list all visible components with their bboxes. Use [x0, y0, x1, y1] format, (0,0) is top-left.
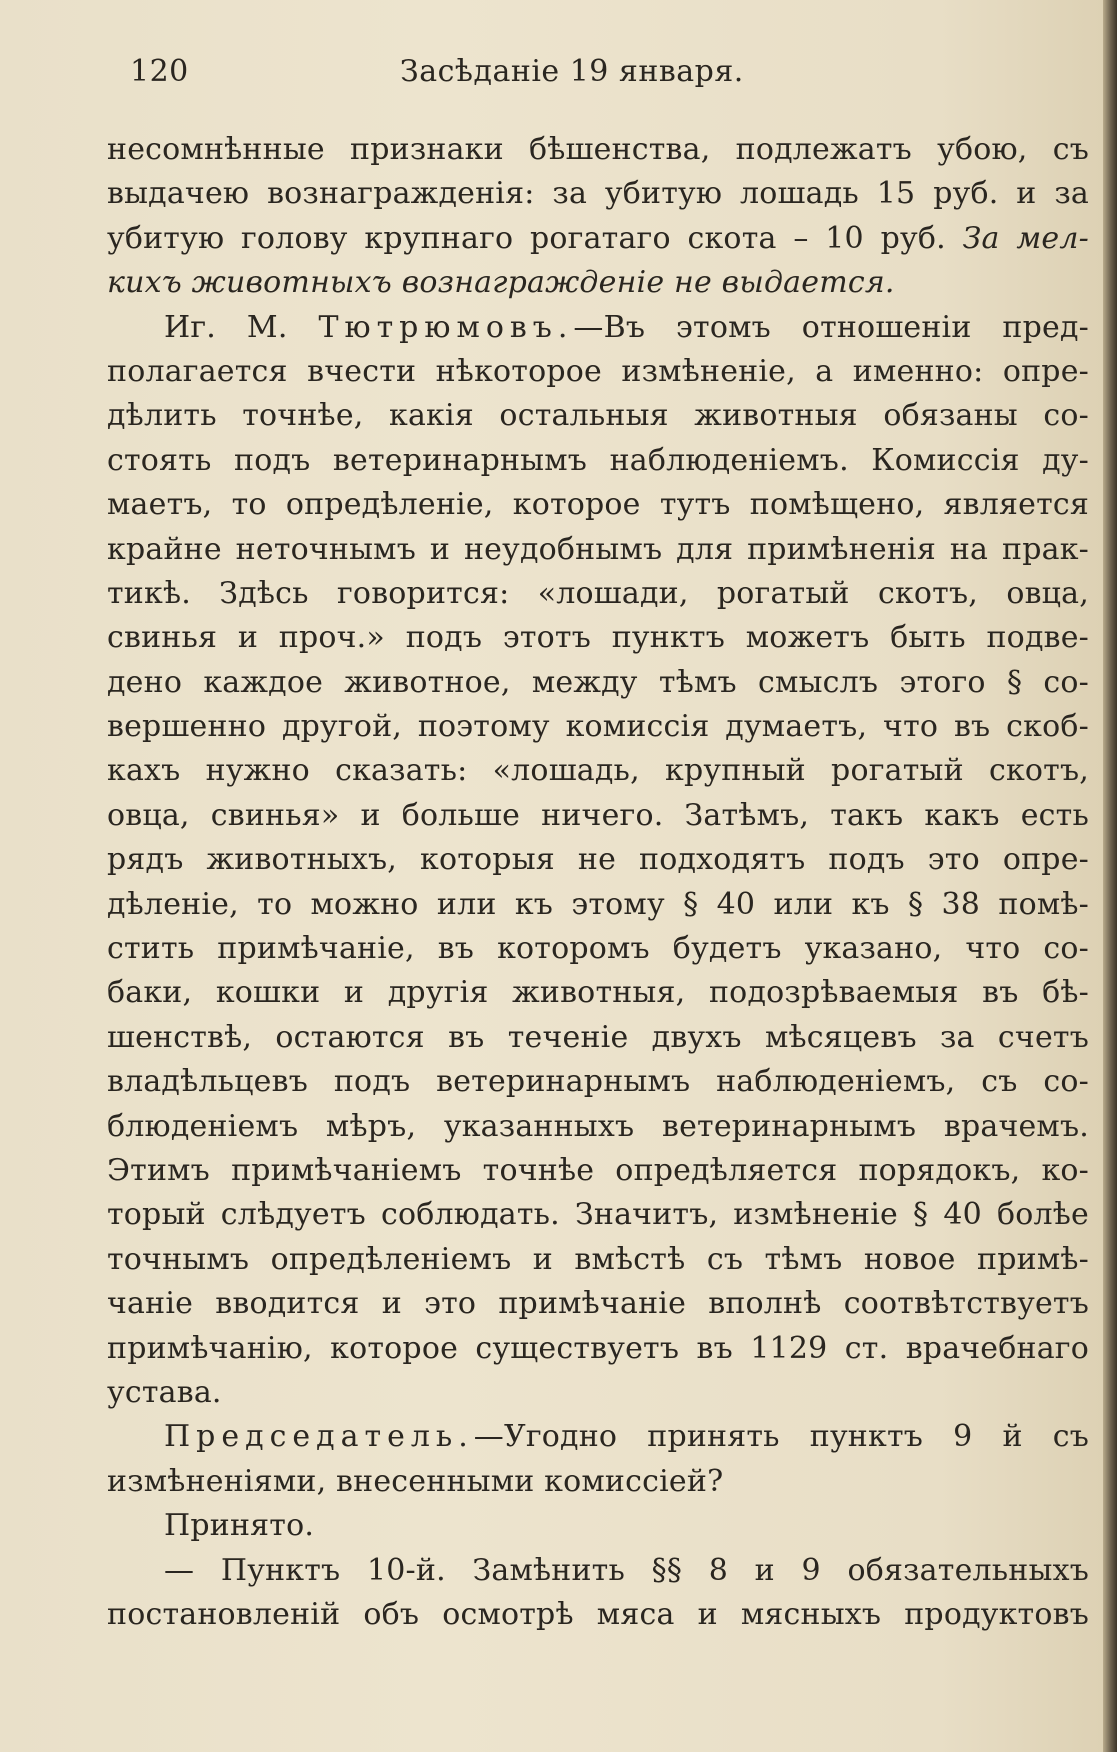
speaker-name: Тютрюмовъ. — [318, 309, 574, 345]
speaker-initials: Иг. М. — [164, 309, 288, 345]
text-line: дено каждое животное, между тѣмъ смыслъ этого § со- — [107, 664, 1089, 700]
page-number: 120 — [130, 54, 189, 89]
text-line: тикѣ. Здѣсь говорится: «лошади, рогатый скотъ, овца, — [107, 575, 1089, 611]
text-line: полагается вчести нѣкоторое измѣненіе, а именно: опре- — [107, 353, 1089, 389]
page-edge-shadow — [1103, 0, 1117, 1752]
text-line: свинья и проч.» подъ этотъ пунктъ можетъ быть подве- — [107, 620, 1089, 656]
text-line: дѣлить точнѣе, какія остальныя животныя обязаны со- — [107, 398, 1089, 434]
text-line: несомнѣнные признаки бѣшенства, подлежатъ убою, съ — [107, 132, 1089, 167]
running-head — [130, 54, 744, 98]
text-line — [107, 217, 1089, 261]
text-line: чаніе вводится и это примѣчаніе вполнѣ соотвѣтствуетъ — [107, 1286, 1089, 1322]
text-line: овца, свинья» и больше ничего. Затѣмъ, такъ какъ есть — [107, 797, 1089, 833]
body-text — [107, 128, 1089, 1637]
text-line: блюденіемъ мѣръ, указанныхъ ветеринарнымъ врачемъ. — [107, 1108, 1089, 1144]
text-line: кихъ животныхъ вознагражденіе не выдается. — [107, 265, 895, 301]
text-line: Этимъ примѣчаніемъ точнѣе опредѣляется порядокъ, ко- — [107, 1152, 1089, 1188]
text-line: торый слѣдуетъ соблюдать. Значитъ, измѣненіе § 40 болѣе — [107, 1197, 1089, 1233]
speech-text: —Угодно принять пунктъ 9 й съ — [473, 1419, 1089, 1455]
text-line: шенствѣ, остаются въ теченіе двухъ мѣсяцевъ за счетъ — [107, 1019, 1089, 1055]
text-line: баки, кошки и другія животныя, подозрѣваемыя въ бѣ- — [107, 975, 1089, 1011]
text-line: измѣненіями, внесенными комиссіей? — [107, 1463, 724, 1499]
text-line: дѣленіе, то можно или къ этому § 40 или къ § 38 помѣ- — [107, 886, 1089, 922]
text-line: выдачею вознагражденія: за убитую лошадь 15 руб. и за — [107, 176, 1089, 212]
text-line: точнымъ опредѣленіемъ и вмѣстѣ съ тѣмъ новое примѣ- — [107, 1241, 1089, 1277]
speaker-name: Председатель. — [164, 1419, 474, 1455]
text-line: стить примѣчаніе, въ которомъ будетъ указано, что со- — [107, 931, 1089, 967]
speaker-line — [107, 306, 1089, 350]
italic-fragment: За мел- — [962, 220, 1089, 256]
text-fragment: убитую голову крупнаго рогатаго скота – 10 руб. — [107, 220, 946, 256]
resolution-line: Принято. — [164, 1508, 315, 1544]
speech-text: —Въ этомъ отношеніи пред- — [573, 309, 1089, 345]
text-line: маетъ, то опредѣленіе, которое тутъ помѣщено, является — [107, 487, 1089, 523]
text-line: кахъ нужно сказать: «лошадь, крупный рогатый скотъ, — [107, 753, 1089, 789]
text-line: владѣльцевъ подъ ветеринарнымъ наблюденіемъ, съ со- — [107, 1064, 1089, 1100]
text-line: примѣчанію, которое существуетъ въ 1129 ст. врачебнаго — [107, 1330, 1089, 1366]
text-line: постановленій объ осмотрѣ мяса и мясныхъ продуктовъ — [107, 1596, 1089, 1632]
running-title: Засѣданіе 19 января. — [400, 54, 744, 89]
text-line: вершенно другой, поэтому комиссія думаетъ, что въ скоб- — [107, 709, 1089, 745]
text-line: устава. — [107, 1374, 222, 1410]
text-line: стоять подъ ветеринарнымъ наблюденіемъ. Комиссія ду- — [107, 442, 1089, 478]
text-line: рядъ животныхъ, которыя не подходятъ подъ это опре- — [107, 842, 1089, 878]
text-line: — Пунктъ 10-й. Замѣнить §§ 8 и 9 обязательныхъ — [164, 1552, 1089, 1588]
text-line: крайне неточнымъ и неудобнымъ для примѣненія на прак- — [107, 531, 1089, 567]
speaker-line — [107, 1415, 1089, 1459]
